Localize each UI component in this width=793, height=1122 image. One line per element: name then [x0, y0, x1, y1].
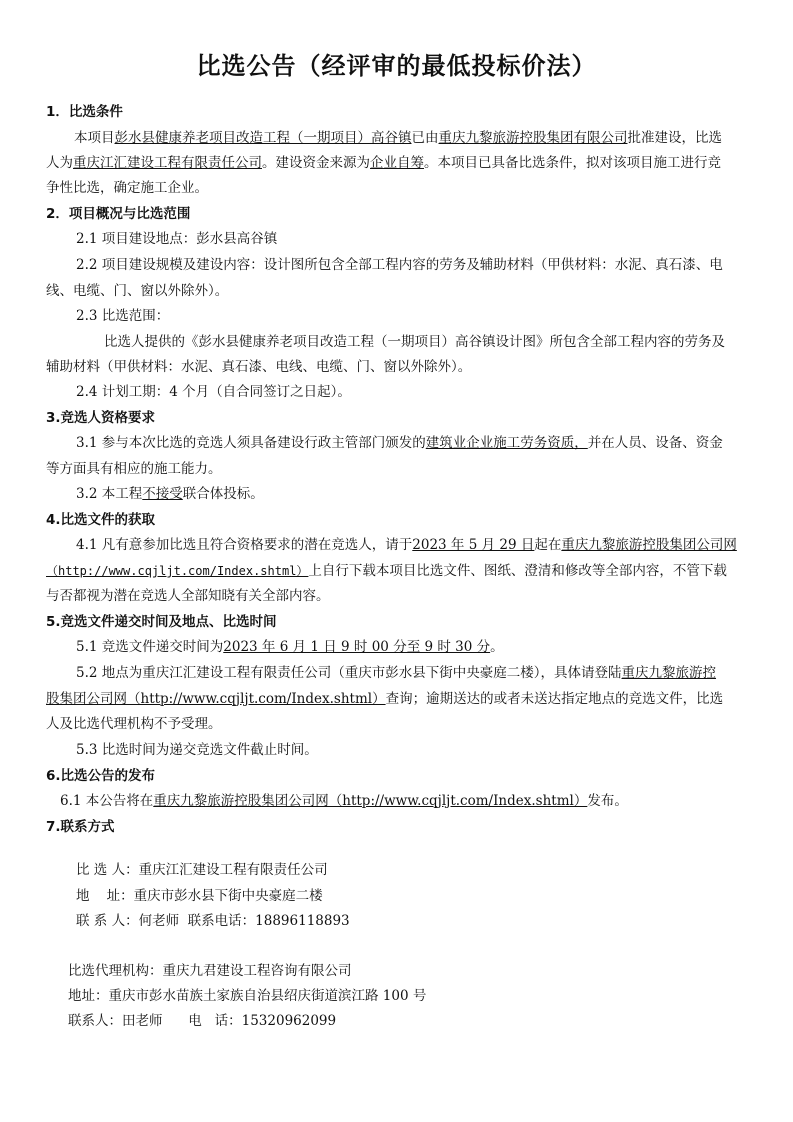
text: 5.2 地点为重庆江汇建设工程有限责任公司（重庆市彭水县下街中央豪庭二楼），具体请登陆 [76, 665, 622, 681]
site-url-link[interactable]: 重庆九黎旅游控股集团公司网（http://www.cqjljt.com/Index.shtml） [153, 793, 588, 809]
section-2-line-5: 2.4 计划工期：4 个月（自合同签订之日起）。 [76, 384, 351, 400]
text: 5.1 竞选文件递交时间为 [76, 639, 224, 655]
section-5-line-1 [76, 637, 504, 657]
section-1-line-1 [74, 128, 722, 148]
section-1-line-3: 争性比选，确定施工企业。 [46, 180, 208, 196]
text: 已由 [411, 130, 439, 146]
text: 批准建设，比选 [627, 130, 722, 146]
text: 。 [490, 639, 504, 655]
submit-time: 2023 年 6 月 1 日 9 时 00 分至 9 时 30 分 [223, 639, 491, 655]
contact-bidder: 比 选 人：重庆江汇建设工程有限责任公司 [76, 862, 328, 878]
agency-name: 比选代理机构：重庆九君建设工程咨询有限公司 [68, 963, 352, 979]
section-4-line-2 [46, 561, 727, 581]
section-1-heading: 1．比选条件 [46, 104, 123, 120]
qualification: 建筑业企业施工劳务资质， [425, 435, 588, 451]
contact-person: 联 系 人：何老师 联系电话：18896118893 [76, 913, 350, 929]
site-url-link[interactable]: （http://www.cqjljt.com/Index.shtml） [46, 564, 309, 578]
section-3-heading: 3.竞选人资格要求 [46, 410, 156, 426]
owner-name: 重庆江汇建设工程有限责任公司 [73, 155, 262, 171]
agency-contact: 联系人：田老师 电 话：15320962099 [68, 1013, 337, 1029]
fund-source: 企业自筹 [370, 155, 424, 171]
section-2-line-4a: 比选人提供的《彭水县健康养老项目改造工程（一期项目）高谷镇设计图》所包含全部工程内容的劳务及 [104, 334, 725, 350]
text: 联合体投标。 [182, 486, 264, 502]
section-3-line-1 [76, 433, 723, 453]
section-3-line-3 [76, 484, 264, 504]
not-accept: 不接受 [142, 486, 183, 502]
text: 起在 [534, 537, 562, 553]
start-date: 2023 年 5 月 29 日 [412, 537, 535, 553]
text: 3.2 本工程 [76, 486, 143, 502]
section-7-heading: 7.联系方式 [46, 819, 115, 835]
text: 6.1 本公告将在 [60, 793, 154, 809]
approver-name: 重庆九黎旅游控股集团有限公司 [438, 130, 628, 146]
page-title: 比选公告（经评审的最低投标价法） [196, 52, 597, 80]
text: 。建设资金来源为 [262, 155, 370, 171]
contact-address: 地 址：重庆市彭水县下街中央豪庭二楼 [76, 888, 323, 904]
text: 人为 [46, 155, 73, 171]
section-2-line-2b: 线、电缆、门、窗以外除外）。 [46, 283, 229, 299]
text: 3.1 参与本次比选的竞选人须具备建设行政主管部门颁发的 [76, 435, 426, 451]
section-2-line-3: 2.3 比选范围： [76, 308, 170, 324]
section-4-line-3: 与否都视为潜在竞选人全部知晓有关全部内容。 [46, 588, 330, 604]
section-2-line-4b: 辅助材料（甲供材料：水泥、真石漆、电线、电缆、门、窗以外除外）。 [46, 359, 472, 375]
text: 查询；逾期送达的或者未送达指定地点的竞选文件，比选 [385, 691, 724, 707]
text: 发布。 [587, 793, 628, 809]
project-name: 彭水县健康养老项目改造工程（一期项目）高谷镇 [114, 130, 412, 146]
text: 。本项目已具备比选条件，拟对该项目施工进行竞 [424, 155, 721, 171]
section-5-line-5: 5.3 比选时间为递交竞选文件截止时间。 [76, 742, 318, 758]
site-link[interactable]: 重庆九黎旅游控股集团公司网 [561, 537, 737, 553]
site-url-link[interactable]: 股集团公司网（http://www.cqjljt.com/Index.shtml） [46, 691, 386, 707]
section-5-line-3 [46, 689, 723, 709]
section-2-line-1: 2.1 项目建设地点：彭水县高谷镇 [76, 231, 278, 247]
section-5-heading: 5.竞选文件递交时间及地点、比选时间 [46, 614, 277, 630]
section-1-line-2 [46, 153, 721, 173]
agency-address: 地址：重庆市彭水苗族土家族自治县绍庆街道滨江路 100 号 [68, 988, 427, 1004]
section-2-heading: 2．项目概况与比选范围 [46, 206, 191, 222]
section-6-heading: 6.比选公告的发布 [46, 768, 156, 784]
site-link[interactable]: 重庆九黎旅游控 [621, 665, 717, 681]
section-4-line-1 [76, 535, 737, 555]
text: 上自行下载本项目比选文件、图纸、澄清和修改等全部内容，不管下载 [308, 563, 727, 579]
section-5-line-4: 人及比选代理机构不予受理。 [46, 716, 222, 732]
section-6-line-1 [60, 791, 628, 811]
section-3-line-2: 等方面具有相应的施工能力。 [46, 461, 222, 477]
text: 4.1 凡有意参加比选且符合资格要求的潜在竞选人，请于 [76, 537, 413, 553]
section-4-heading: 4.比选文件的获取 [46, 512, 156, 528]
text: 并在人员、设备、资金 [587, 435, 723, 451]
text: 本项目 [74, 130, 115, 146]
section-2-line-2a: 2.2 项目建设规模及建设内容：设计图所包含全部工程内容的劳务及辅助材料（甲供材料：水泥、真石漆、电 [76, 257, 723, 273]
section-5-line-2 [76, 663, 716, 683]
